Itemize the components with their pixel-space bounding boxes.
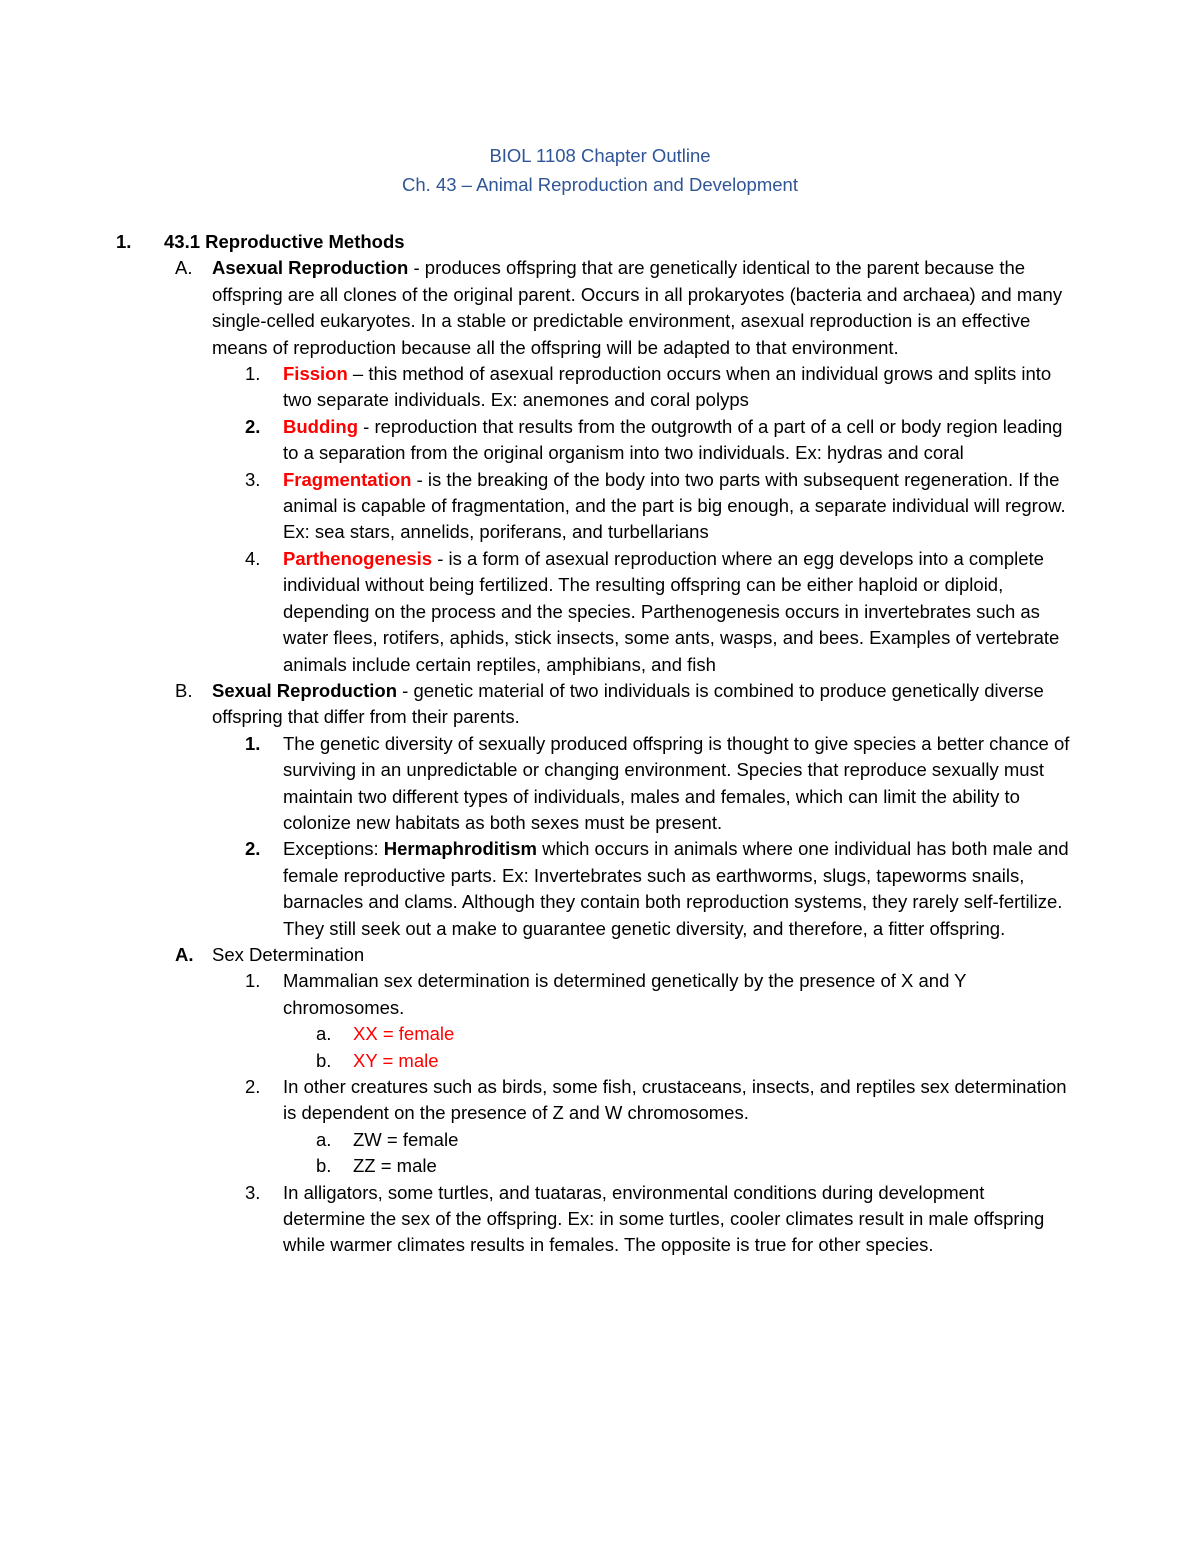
outline-item-parthenogenesis: [0, 546, 1200, 678]
item-body: Mammalian sex determination is determined genetically by the presence of X and Y chromosomes.: [283, 970, 967, 1018]
sub-item-xy: [0, 1048, 1200, 1074]
definition: which occurs in animals where one individual has both male and female reproductive parts. Ex: Invertebrates such as earthworms, slugs, tapeworms snails, barnacles and clams. Although they contain both reproduction systems, they rarely self-fertilize. They still seek out a make to guarantee genetic diversity, and therefore, a fitter offspring.: [283, 838, 1069, 939]
sub-letter: a.: [316, 1128, 332, 1150]
outline-item-zw-system: [0, 1074, 1200, 1127]
item-number: 3.: [245, 1181, 261, 1203]
term: Fragmentation: [283, 468, 412, 490]
item-body: [283, 467, 1070, 546]
item-body: [283, 414, 1070, 467]
sub-text: XY = male: [353, 1049, 439, 1071]
item-title: Sex Determination: [212, 943, 365, 965]
item-body: The genetic diversity of sexually produced offspring is thought to give species a better chance of surviving in an unpredictable or changing environment. Species that reproduce sexually must maintain two different types of individuals, males and females, which can limit the ability to colonize new habitats as both sexes must be present.: [283, 732, 1070, 833]
prefix: Exceptions:: [283, 838, 384, 860]
item-body: In other creatures such as birds, some fish, crustaceans, insects, and reptiles sex determination is dependent on the presence of Z and W chromosomes.: [283, 1076, 1067, 1124]
outline: [0, 229, 1200, 1259]
outline-item-sexual: [0, 678, 1200, 731]
term: Sexual Reproduction: [212, 679, 398, 701]
item-body: [283, 836, 1070, 942]
outline-item-fission: [0, 361, 1200, 414]
definition: - produces offspring that are genetically identical to the parent because the offspring are all clones of the original parent. Occurs in all prokaryotes (bacteria and archaea) and many single-celled eukaryotes. In a stable or predictable environment, asexual reproduction is an effective means of reproduction because all the offspring will be adapted to that environment.: [212, 257, 1063, 358]
outline-item-exceptions: [0, 836, 1200, 942]
item-body: [283, 546, 1070, 678]
item-number: 2.: [245, 1076, 261, 1097]
sub-letter: b.: [316, 1155, 332, 1177]
outline-item-fragmentation: [0, 467, 1200, 546]
sub-item-zz: [0, 1153, 1200, 1179]
item-number: 4.: [245, 547, 261, 569]
chapter-title: Ch. 43 – Animal Reproduction and Development: [402, 174, 798, 195]
definition: - reproduction that results from the outgrowth of a part of a cell or body region leading to a separation from the original organism into two individuals. Ex: hydras and coral: [283, 415, 1063, 464]
definition: - is the breaking of the body into two parts with subsequent regeneration. If the animal is capable of fragmentation, and the part is big enough, a separate individual will regrow. Ex: sea stars, annelids, poriferans, and turbellarians: [283, 468, 1066, 543]
term: Parthenogenesis: [283, 547, 433, 569]
item-letter: A.: [175, 943, 194, 965]
outline-item-genetic-diversity: [0, 731, 1200, 837]
item-number: 1.: [245, 732, 261, 754]
sub-text: ZZ = male: [353, 1155, 437, 1177]
sub-letter: b.: [316, 1049, 332, 1071]
term: Asexual Reproduction: [212, 257, 409, 279]
section-heading: [0, 229, 1200, 255]
term: Fission: [283, 363, 348, 385]
item-body: [283, 361, 1070, 414]
term: Hermaphroditism: [383, 838, 537, 860]
item-number: 2.: [245, 415, 261, 437]
item-letter: B.: [175, 679, 193, 701]
item-number: 2.: [245, 838, 261, 860]
item-letter: A.: [175, 257, 193, 279]
outline-item-asexual: [0, 255, 1200, 361]
item-number: 1.: [245, 363, 261, 385]
item-body: [212, 255, 1070, 361]
outline-item-mammalian: [0, 968, 1200, 1021]
sub-letter: a.: [316, 1023, 332, 1045]
course-title: BIOL 1108 Chapter Outline: [489, 145, 711, 166]
sub-text: XX = female: [353, 1023, 455, 1045]
sub-item-zw: [0, 1127, 1200, 1153]
item-body: [212, 678, 1070, 731]
item-number: 1.: [245, 970, 261, 992]
item-body: In alligators, some turtles, and tuataras, environmental conditions during development determine the sex of the offspring. Ex: in some turtles, cooler climates result in male offspring while warmer climates results in females. The opposite is true for other species.: [283, 1181, 1045, 1256]
outline-item-budding: [0, 414, 1200, 467]
item-number: 3.: [245, 468, 261, 490]
definition: - genetic material of two individuals is combined to produce genetically diverse offspring that differ from their parents.: [212, 679, 1044, 728]
outline-item-environmental: [0, 1180, 1200, 1259]
outline-item-sex-determination: [0, 942, 1200, 968]
sub-text: ZW = female: [353, 1128, 459, 1150]
section-title: 43.1 Reproductive Methods: [164, 231, 405, 252]
definition: - is a form of asexual reproduction where an egg develops into a complete individual without being fertilized. The resulting offspring can be either haploid or diploid, depending on the process and the species. Parthenogenesis occurs in invertebrates such as water flees, rotifers, aphids, stick insects, some ants, wasps, and bees. Examples of vertebrate animals include certain reptiles, amphibians, and fish: [283, 547, 1060, 675]
sub-item-xx: [0, 1021, 1200, 1047]
term: Budding: [283, 415, 359, 437]
section-number: 1.: [116, 231, 132, 252]
definition: – this method of asexual reproduction occurs when an individual grows and splits into two separate individuals. Ex: anemones and coral polyps: [283, 363, 1052, 411]
